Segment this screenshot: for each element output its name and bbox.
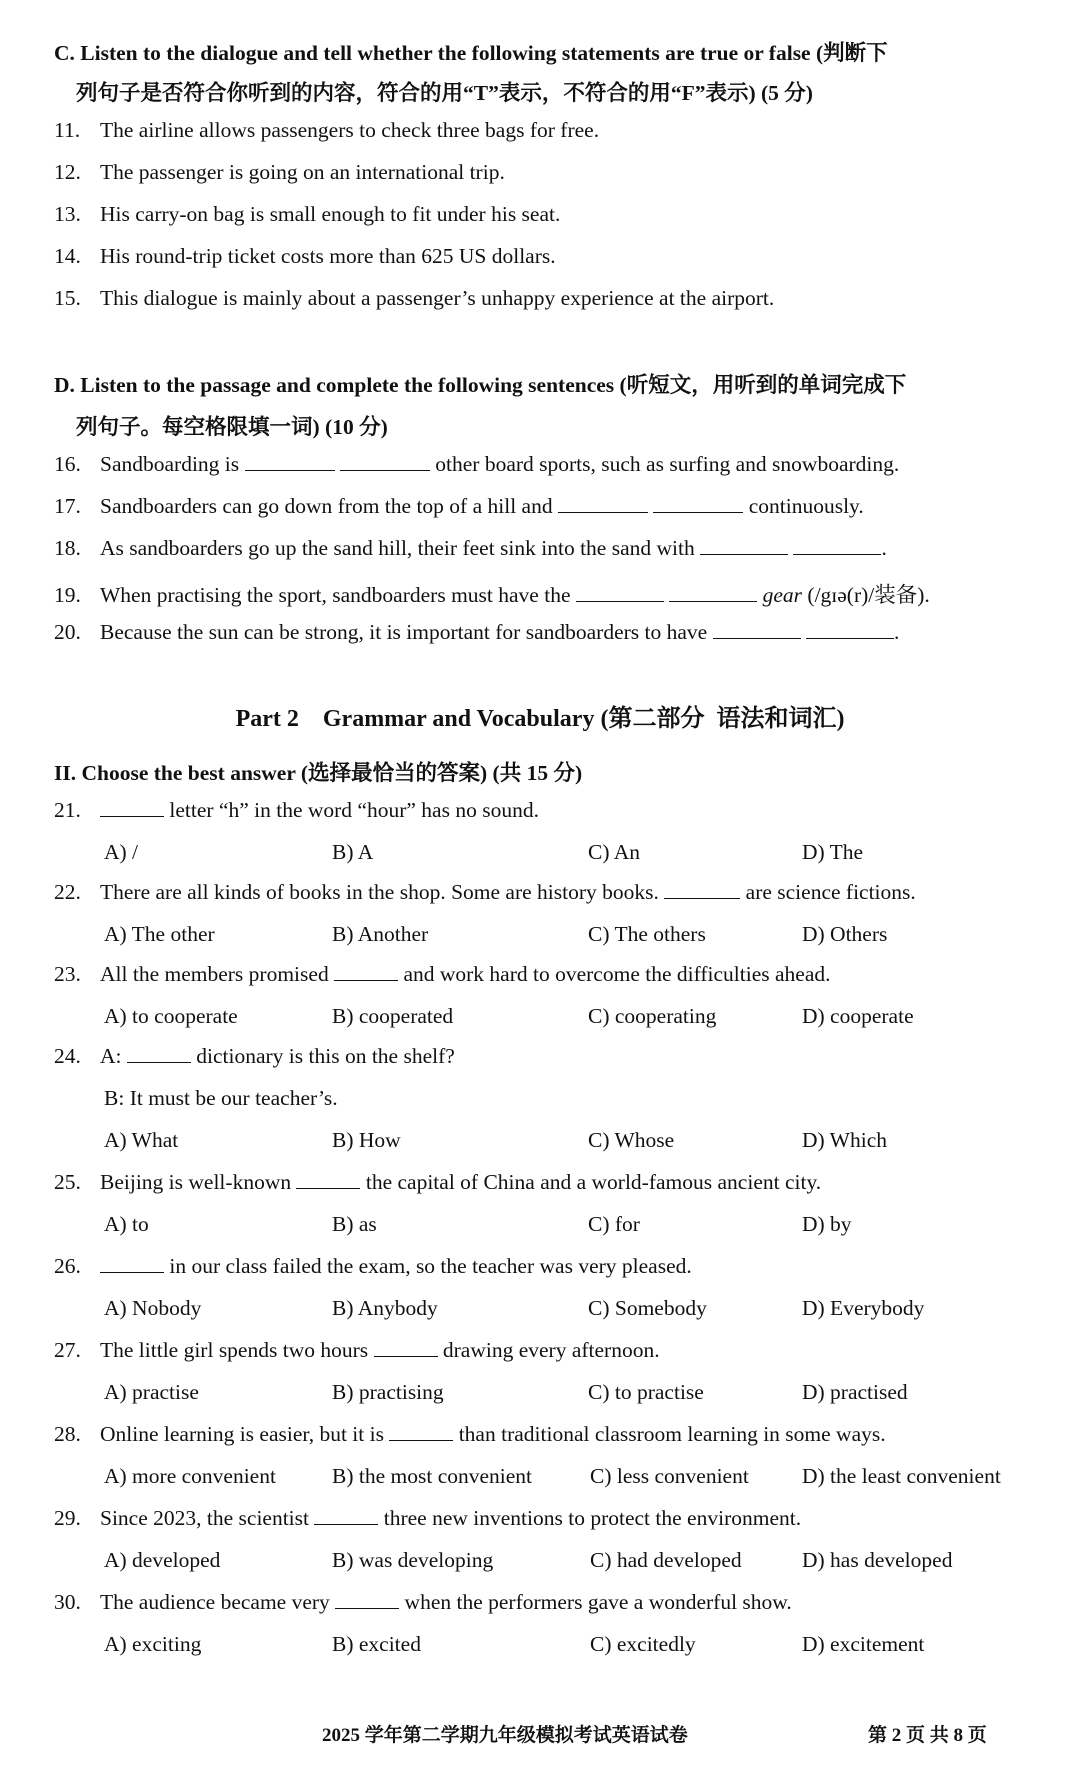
answer-blank[interactable] (374, 1338, 438, 1357)
option-a[interactable]: A) to (104, 1212, 149, 1236)
question-text-end: when the performers gave a wonderful show. (404, 1590, 792, 1614)
option-d[interactable]: D) cooperate (802, 1004, 914, 1028)
answer-blank[interactable] (296, 1170, 360, 1189)
item-number: 14. (54, 244, 81, 268)
answer-blank[interactable] (334, 962, 398, 981)
sentence-text-end: continuously. (748, 494, 864, 518)
question-text-end: in our class failed the exam, so the teacher was very pleased. (169, 1254, 692, 1278)
question-number: 30. (54, 1590, 81, 1614)
question-text-start: Beijing is well-known (100, 1170, 292, 1194)
question-number: 28. (54, 1422, 81, 1446)
statement-11 (54, 118, 599, 143)
option-d[interactable]: D) by (802, 1212, 852, 1236)
option-c[interactable]: C) An (588, 840, 640, 864)
item-number: 18. (54, 536, 81, 560)
question-27 (54, 1338, 660, 1363)
answer-blank[interactable] (314, 1506, 378, 1525)
question-number: 26. (54, 1254, 81, 1278)
option-b[interactable]: B) A (332, 840, 374, 864)
question-22 (54, 880, 916, 905)
option-a[interactable]: A) What (104, 1128, 179, 1152)
question-24-line2: B: It must be our teacher’s. (104, 1086, 338, 1110)
question-text-start: A: (100, 1044, 122, 1068)
option-c[interactable]: C) The others (588, 922, 706, 946)
option-c[interactable]: C) Whose (588, 1128, 675, 1152)
option-a[interactable]: A) developed (104, 1548, 221, 1572)
sentence-text-end: . (881, 536, 887, 560)
question-26 (54, 1254, 692, 1279)
option-b[interactable]: B) as (332, 1212, 377, 1236)
option-d[interactable]: D) Others (802, 922, 888, 946)
sentence-text-start: Because the sun can be strong, it is important for sandboarders to have (100, 620, 708, 644)
answer-blank[interactable] (793, 536, 881, 555)
option-c[interactable]: C) Somebody (588, 1296, 707, 1320)
question-text-start: The audience became very (100, 1590, 330, 1614)
question-23 (54, 962, 831, 987)
question-text-start: Online learning is easier, but it is (100, 1422, 384, 1446)
question-text-start: All the members promised (100, 962, 329, 986)
option-a[interactable]: A) more convenient (104, 1464, 276, 1488)
answer-blank[interactable] (806, 620, 894, 639)
statement-text: His carry-on bag is small enough to fit under his seat. (100, 202, 561, 226)
question-number: 25. (54, 1170, 81, 1194)
sentence-17 (54, 494, 864, 519)
option-b[interactable]: B) the most convenient (332, 1464, 533, 1488)
answer-blank[interactable] (700, 536, 788, 555)
question-text-start: There are all kinds of books in the shop. Some are history books. (100, 880, 659, 904)
option-a[interactable]: A) exciting (104, 1632, 202, 1656)
statement-text: His round-trip ticket costs more than 625 US dollars. (100, 244, 556, 268)
option-d[interactable]: D) practised (802, 1380, 908, 1404)
sentence-text-end: . (893, 620, 900, 644)
question-text-end: three new inventions to protect the environment. (383, 1506, 802, 1530)
question-number: 23. (54, 962, 81, 986)
question-21 (54, 798, 539, 823)
part2-title: Part 2 Grammar and Vocabulary (第二部分 语法和词汇) (235, 706, 845, 732)
answer-blank[interactable] (389, 1422, 453, 1441)
question-text-end: are science fictions. (745, 880, 916, 904)
answer-blank[interactable] (245, 452, 335, 471)
item-number: 15. (54, 286, 81, 310)
question-number: 24. (54, 1044, 81, 1068)
item-number: 11. (54, 118, 81, 142)
option-b[interactable]: B) cooperated (332, 1004, 454, 1028)
item-number: 17. (54, 494, 81, 518)
option-a[interactable]: A) practise (104, 1380, 199, 1404)
question-28 (54, 1422, 886, 1447)
sentence-20 (54, 620, 899, 645)
question-number: 22. (54, 880, 81, 904)
question-text-start: Since 2023, the scientist (100, 1506, 309, 1530)
question-text-end: dictionary is this on the shelf? (196, 1044, 455, 1068)
answer-blank[interactable] (340, 452, 430, 471)
answer-blank[interactable] (100, 798, 164, 817)
option-b[interactable]: B) excited (332, 1632, 421, 1656)
statement-14 (54, 244, 556, 269)
option-a[interactable]: A) The other (104, 922, 215, 946)
question-text-end: letter “h” in the word “hour” has no sound. (169, 798, 539, 822)
option-b[interactable]: B) practising (332, 1380, 444, 1404)
item-number: 19. (54, 583, 81, 607)
item-number: 20. (54, 620, 81, 644)
option-b[interactable]: B) Another (332, 922, 429, 946)
option-a[interactable]: A) / (104, 840, 139, 864)
option-a[interactable]: A) to cooperate (104, 1004, 238, 1028)
statement-text: The airline allows passengers to check three bags for free. (100, 118, 600, 142)
answer-blank[interactable] (335, 1590, 399, 1609)
statement-15 (54, 286, 774, 311)
question-24 (54, 1044, 455, 1069)
answer-blank[interactable] (669, 583, 757, 602)
statement-13 (54, 202, 560, 227)
section-c-title-line1: C. Listen to the dialogue and tell whether the following statements are true or false (判断下 (54, 41, 888, 65)
sentence-19 (54, 578, 930, 609)
answer-blank[interactable] (713, 620, 801, 639)
option-c[interactable]: C) less convenient (590, 1464, 749, 1488)
sentence-text-end: other board sports, such as surfing and snowboarding. (435, 452, 900, 476)
option-b[interactable]: B) was developing (332, 1548, 494, 1572)
option-d[interactable]: D) Everybody (802, 1296, 925, 1320)
sentence-text-start: Sandboarders can go down from the top of a hill and (100, 494, 553, 518)
section-d-title-line1: D. Listen to the passage and complete the following sentences (听短文，用听到的单词完成下 (54, 373, 907, 397)
sentence-text-end: (/gɪə(r)/装备). (807, 583, 930, 607)
footer-title: 2025 学年第二学期九年级模拟考试英语试卷 (322, 1725, 688, 1746)
option-d[interactable]: D) the least convenient (802, 1464, 1001, 1488)
sentence-text-start: As sandboarders go up the sand hill, their feet sink into the sand with (100, 536, 695, 560)
sentence-18 (54, 536, 887, 561)
question-text-start: The little girl spends two hours (100, 1338, 369, 1362)
sentence-text-start: Sandboarding is (100, 452, 240, 476)
option-c[interactable]: C) excitedly (590, 1632, 696, 1656)
option-c[interactable]: C) cooperating (588, 1004, 717, 1028)
question-25 (54, 1170, 821, 1195)
question-text-end: and work hard to overcome the difficulties ahead. (403, 962, 831, 986)
section-c-title-line2: 列句子是否符合你听到的内容，符合的用“T”表示，不符合的用“F”表示) (5 分) (76, 81, 813, 105)
answer-blank[interactable] (576, 583, 664, 602)
option-c[interactable]: C) had developed (590, 1548, 742, 1572)
answer-blank[interactable] (100, 1254, 164, 1273)
answer-blank[interactable] (653, 494, 743, 513)
answer-blank[interactable] (127, 1044, 191, 1063)
statement-text: This dialogue is mainly about a passenger’s unhappy experience at the airport. (100, 286, 775, 310)
option-b[interactable]: B) How (332, 1128, 401, 1152)
question-text-end: than traditional classroom learning in some ways. (458, 1422, 886, 1446)
question-text-end: drawing every afternoon. (442, 1338, 660, 1362)
item-number: 12. (54, 160, 81, 184)
option-d[interactable]: D) The (802, 840, 864, 864)
gear-word: gear (762, 583, 803, 607)
footer-page-number: 第 2 页 共 8 页 (868, 1725, 987, 1746)
statement-text: The passenger is going on an international trip. (100, 160, 505, 184)
question-number: 29. (54, 1506, 81, 1530)
option-d[interactable]: D) Which (802, 1128, 887, 1152)
question-30 (54, 1590, 792, 1615)
option-d[interactable]: D) has developed (802, 1548, 953, 1572)
option-c[interactable]: C) to practise (588, 1380, 704, 1404)
option-b[interactable]: B) Anybody (332, 1296, 438, 1320)
statement-12 (54, 160, 505, 185)
item-number: 16. (54, 452, 81, 476)
option-c[interactable]: C) for (588, 1212, 640, 1236)
sentence-16 (54, 452, 899, 477)
question-text-end: the capital of China and a world-famous ancient city. (365, 1170, 822, 1194)
question-number: 21. (54, 798, 81, 822)
option-d[interactable]: D) excitement (802, 1632, 925, 1656)
item-number: 13. (54, 202, 81, 226)
question-29 (54, 1506, 801, 1531)
section-ii-title: II. Choose the best answer (选择最恰当的答案) (共 15 分) (54, 761, 583, 785)
sentence-text-start: When practising the sport, sandboarders must have the (100, 583, 571, 607)
section-d-title-line2: 列句子。每空格限填一词) (10 分) (76, 415, 388, 439)
option-a[interactable]: A) Nobody (104, 1296, 202, 1320)
answer-blank[interactable] (664, 880, 740, 899)
question-number: 27. (54, 1338, 81, 1362)
answer-blank[interactable] (558, 494, 648, 513)
